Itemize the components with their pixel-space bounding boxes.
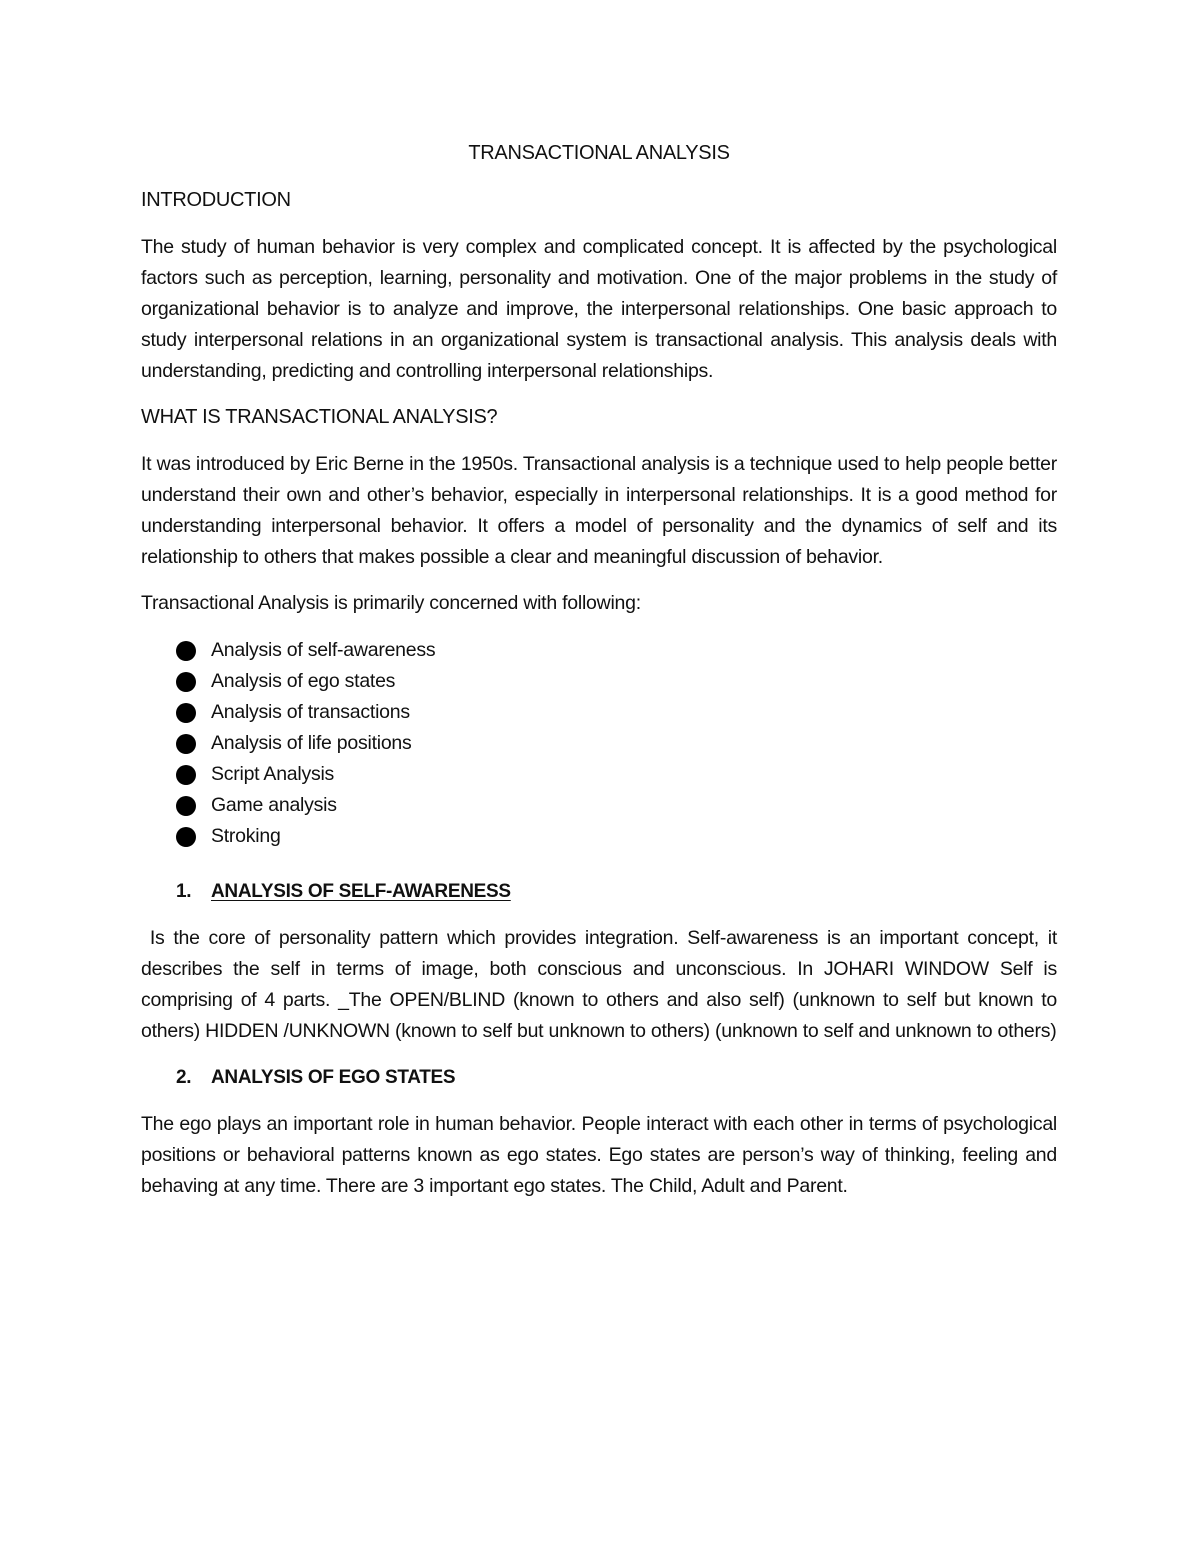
- bullet-icon: [176, 641, 196, 661]
- list-item: [141, 790, 1057, 821]
- list-item-label: Game analysis: [211, 794, 337, 816]
- section2-heading: [141, 1062, 1057, 1093]
- section2-paragraph: The ego plays an important role in human behavior. People interact with each other in terms of psychological positions or behavioral patterns known as ego states. Ego states are person’s way of thinking, feeling and behaving at any time. There are 3 important ego states. The Child, Adult and Parent.: [141, 1113, 1057, 1197]
- list-item: [141, 728, 1057, 759]
- document-page: [141, 138, 1063, 1217]
- section1-number: 1.: [176, 881, 192, 902]
- section1-heading: [141, 876, 1057, 907]
- what-is-paragraph: It was introduced by Eric Berne in the 1950s. Transactional analysis is a technique used to help people better understand their own and other’s behavior, especially in interpersonal relationships. It is a good method for understanding interpersonal behavior. It offers a model of personality and the dynamics of self and its relationship to others that makes possible a clear and meaningful discussion of behavior.: [141, 453, 1057, 568]
- list-item-label: Analysis of self-awareness: [211, 639, 436, 661]
- bullet-icon: [176, 703, 196, 723]
- concerns-lead: Transactional Analysis is primarily concerned with following:: [141, 592, 641, 614]
- list-item-label: Analysis of life positions: [211, 732, 412, 754]
- document-title: TRANSACTIONAL ANALYSIS: [468, 142, 730, 164]
- list-item: [141, 666, 1057, 697]
- bullet-icon: [176, 796, 196, 816]
- list-item-label: Analysis of transactions: [211, 701, 410, 723]
- list-item: [141, 759, 1057, 790]
- bullet-icon: [176, 827, 196, 847]
- bullet-icon: [176, 672, 196, 692]
- what-is-heading: WHAT IS TRANSACTIONAL ANALYSIS?: [141, 406, 498, 428]
- list-item-label: Analysis of ego states: [211, 670, 396, 692]
- bullet-icon: [176, 734, 196, 754]
- bullet-icon: [176, 765, 196, 785]
- section1-paragraph: Is the core of personality pattern which provides integration. Self-awareness is an important concept, it describes the self in terms of image, both conscious and unconscious. In JOHARI WINDOW Self is comprising of 4 parts. _The OPEN/BLIND (known to others and also self) (unknown to self but known to others) HIDDEN /UNKNOWN (known to self but unknown to others) (unknown to self and unknown to others): [141, 927, 1063, 1042]
- concerns-list: [141, 635, 1057, 852]
- section1-title: ANALYSIS OF SELF-AWARENESS: [211, 881, 511, 902]
- list-item: [141, 697, 1057, 728]
- list-item-label: Script Analysis: [211, 763, 335, 785]
- section2-title: ANALYSIS OF EGO STATES: [211, 1067, 456, 1088]
- list-item: [141, 821, 1057, 852]
- section2-number: 2.: [176, 1067, 192, 1088]
- introduction-heading: INTRODUCTION: [141, 189, 291, 211]
- introduction-paragraph: The study of human behavior is very complex and complicated concept. It is affected by the psychological factors such as perception, learning, personality and motivation. One of the major problems in the study of organizational behavior is to analyze and improve, the interpersonal relationships. One basic approach to study interpersonal relations in an organizational system is transactional analysis. This analysis deals with understanding, predicting and controlling interpersonal relationships.: [141, 236, 1057, 382]
- list-item: [141, 635, 1057, 666]
- list-item-label: Stroking: [211, 825, 281, 847]
